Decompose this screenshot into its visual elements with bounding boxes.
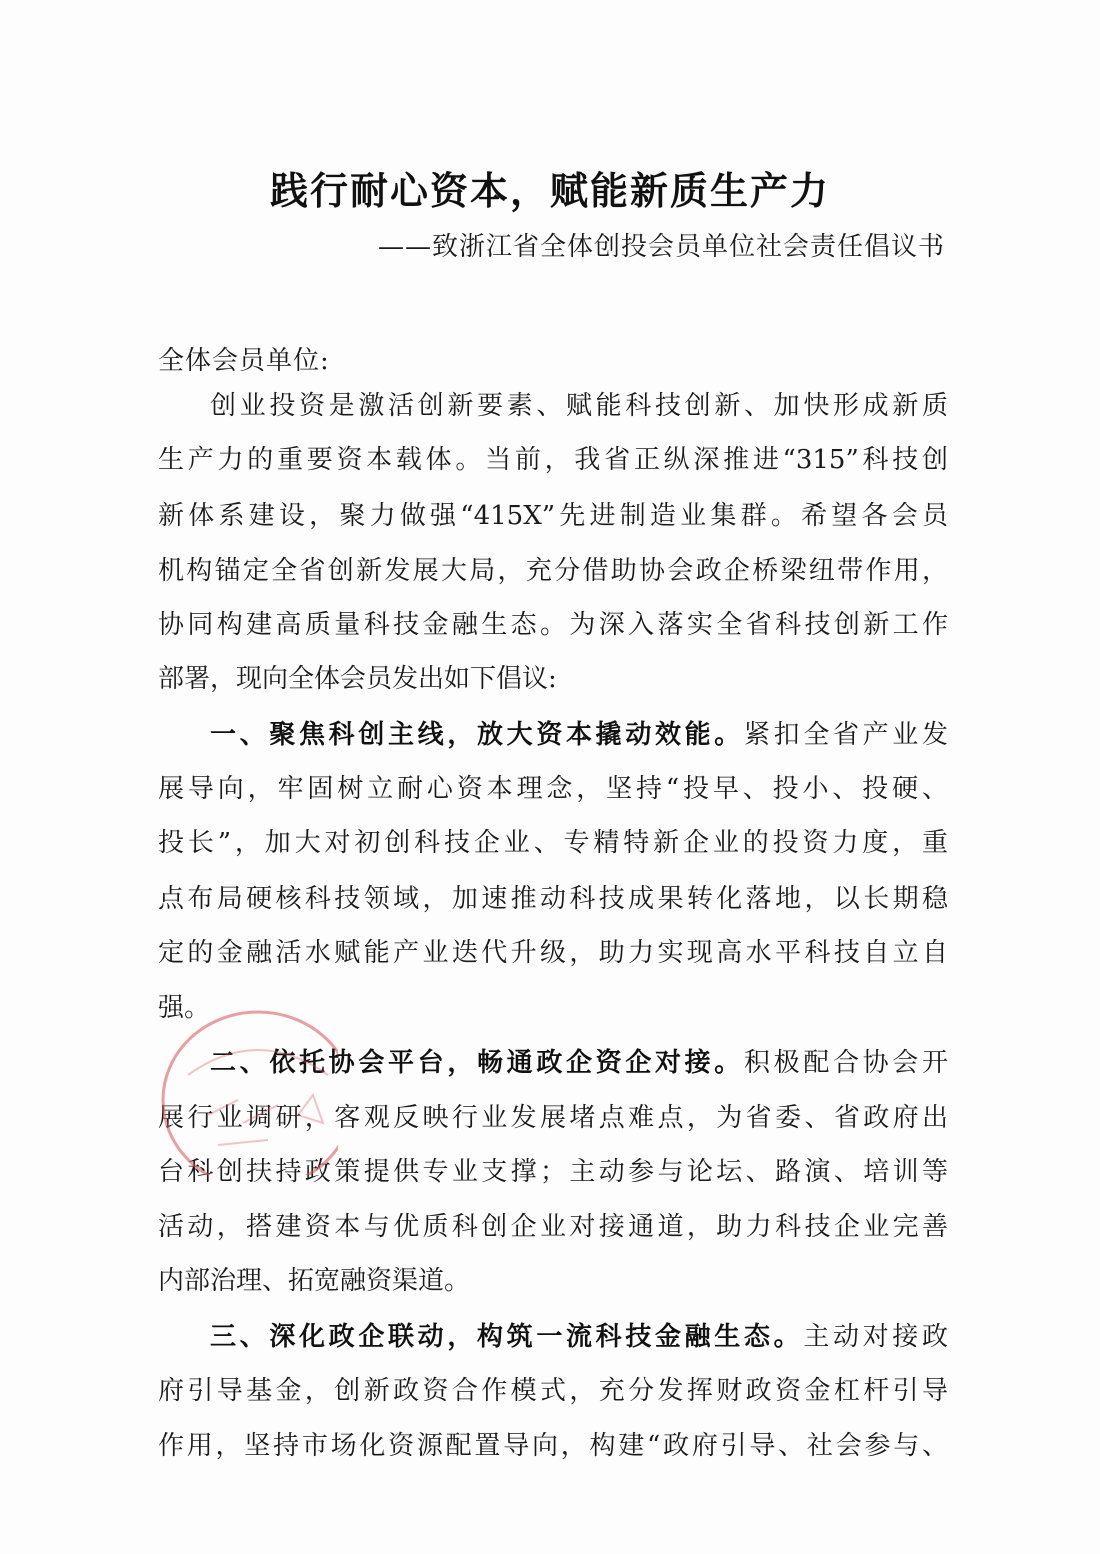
- intro-line-2: 生产力的重要资本载体。当前，我省正纵深推进“315”科技创: [158, 445, 948, 475]
- official-seal: [148, 1005, 338, 1175]
- intro-line-1: 创业投资是激活创新要素、赋能科技创新、加快形成新质: [210, 391, 948, 421]
- item1-line-3: 投长”，加大对初创科技企业、专精特新企业的投资力度，重: [158, 828, 948, 858]
- item1-line-4: 点布局硬核科技领域，加速推动科技成果转化落地，以长期稳: [158, 884, 948, 914]
- item1-heading: 一、聚焦科创主线，放大资本撬动效能。: [210, 720, 744, 750]
- item1-line-6: 强。: [158, 993, 211, 1023]
- document-title: 践行耐心资本，赋能新质生产力: [269, 168, 830, 213]
- intro-line-3: 新体系建设，聚力做强“415X”先进制造业集群。希望各会员: [158, 501, 948, 531]
- item1-first-line: [210, 722, 948, 748]
- item3-line-2: 府引导基金，创新政资合作模式，充分发挥财政资金杠杆引导: [158, 1376, 948, 1406]
- seal-outer-ring: [163, 1012, 338, 1175]
- item3-first-rest: 主动对接政: [803, 1322, 948, 1352]
- seal-mark-1: [208, 1100, 238, 1115]
- item1-line-5: 定的金融活水赋能产业迭代升级，助力实现高水平科技自立自: [158, 938, 948, 968]
- seal-mark-3: [218, 1140, 268, 1145]
- item3-line-3: 作用，坚持市场化资源配置导向，构建“政府引导、社会参与、: [158, 1431, 948, 1461]
- item3-first-line: [210, 1324, 948, 1350]
- intro-line-4: 机构锚定全省创新发展大局，充分借助协会政企桥梁纽带作用，: [158, 556, 948, 586]
- seal-arc-text-path: [188, 1050, 328, 1075]
- item2-heading: 二、依托协会平台，畅通政企资企对接。: [210, 1048, 744, 1078]
- item2-line-3: 台科创扶持政策提供专业支撑；主动参与论坛、路演、培训等: [158, 1157, 948, 1187]
- seal-mark-2: [243, 1105, 278, 1123]
- item1-first-rest: 紧扣全省产业发: [743, 720, 948, 750]
- item3-heading: 三、深化政企联动，构筑一流科技金融生态。: [210, 1322, 804, 1352]
- salutation: 全体会员单位:: [158, 346, 330, 376]
- item1-line-2: 展导向，牢固树立耐心资本理念，坚持“投早、投小、投硬、: [158, 774, 948, 804]
- item2-line-2: 展行业调研，客观反映行业发展堵点难点，为省委、省政府出: [158, 1103, 948, 1133]
- item2-first-rest: 积极配合协会开: [743, 1048, 948, 1078]
- intro-line-5: 协同构建高质量科技金融生态。为深入落实全省科技创新工作: [158, 610, 948, 640]
- intro-line-6: 部署，现向全体会员发出如下倡议:: [158, 664, 557, 694]
- seal-star: [298, 1095, 323, 1123]
- document-subtitle: ——致浙江省全体创投会员单位社会责任倡议书: [377, 232, 945, 262]
- item2-line-4: 活动，搭建资本与优质科创企业对接通道，助力科技企业完善: [158, 1212, 948, 1242]
- item2-line-5: 内部治理、拓宽融资渠道。: [158, 1266, 471, 1296]
